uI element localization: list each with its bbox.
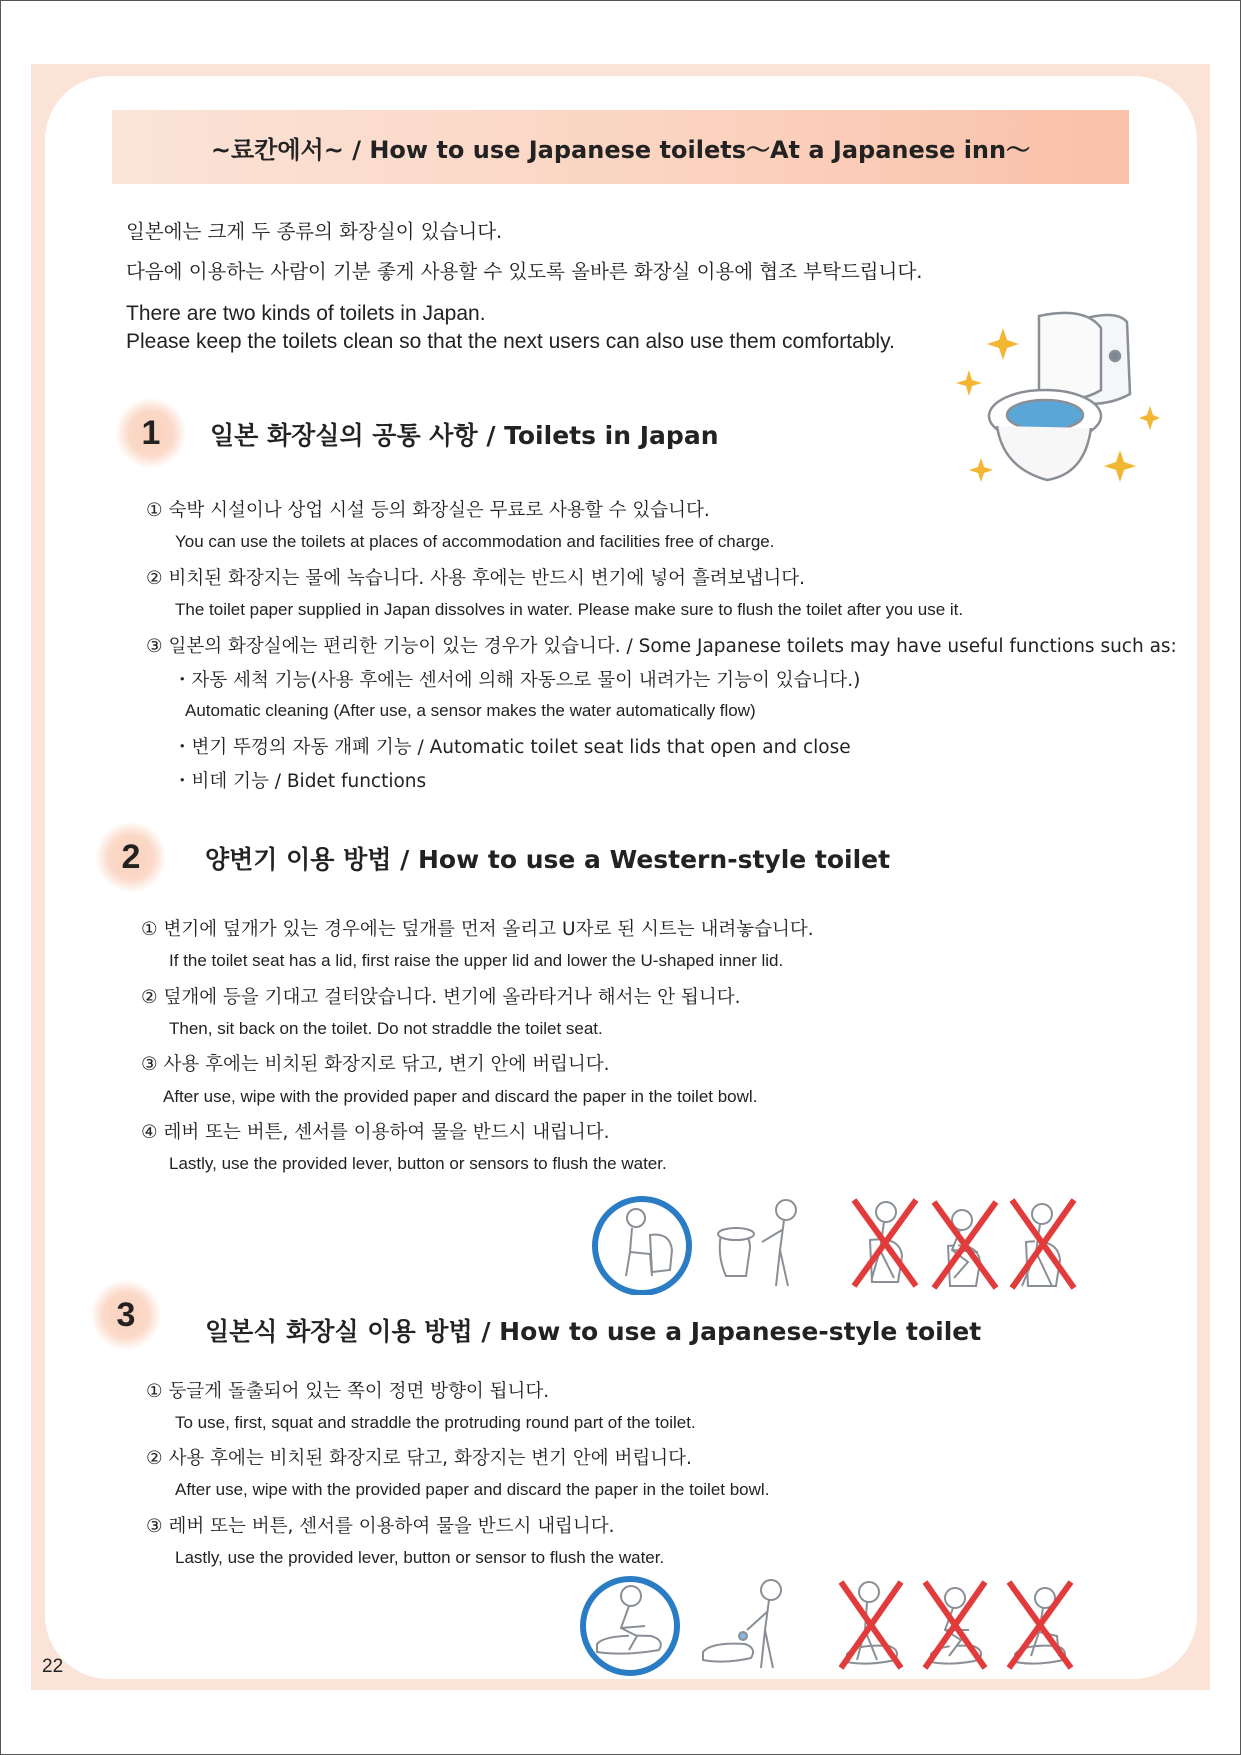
western-toilet-pictograms	[590, 1190, 1140, 1295]
intro-ko-line1: 일본에는 크게 두 종류의 화장실이 있습니다.	[126, 220, 503, 243]
page-number: 22	[42, 1656, 64, 1677]
rule-ko: ② 사용 후에는 비치된 화장지로 닦고, 화장지는 변기 안에 버립니다.	[146, 1448, 692, 1469]
function-item: ・비데 기능 / Bidet functions	[173, 771, 427, 792]
correct-squatting-icon	[583, 1579, 677, 1673]
section-title: 일본식 화장실 이용 방법 / How to use a Japanese-style toilet	[205, 1317, 982, 1346]
rule-ko: ③ 사용 후에는 비치된 화장지로 닦고, 변기 안에 버립니다.	[141, 1054, 610, 1075]
intro-en-line2: Please keep the toilets clean so that the next users can also use them comfortably.	[126, 330, 895, 353]
intro-en-line1: There are two kinds of toilets in Japan.	[126, 302, 486, 325]
title-banner	[112, 110, 1129, 184]
prohibited-straddling-icon	[1012, 1200, 1074, 1288]
rule-ko: ① 둥글게 돌출되어 있는 쪽이 정면 방향이 됩니다.	[146, 1381, 550, 1402]
section-number-badge: 3	[91, 1280, 161, 1350]
rule-ko: ② 비치된 화장지는 물에 녹습니다. 사용 후에는 반드시 변기에 넣어 흘려보냅니다.	[146, 568, 806, 589]
rule-en: To use, first, squat and straddle the protruding round part of the toilet.	[175, 1413, 696, 1432]
toilet-icon	[989, 313, 1130, 480]
rule-ko: ① 숙박 시설이나 상업 시설 등의 화장실은 무료로 사용할 수 있습니다.	[146, 500, 710, 521]
prohibited-standing-japanese-icon	[841, 1582, 901, 1668]
rule-en: Lastly, use the provided lever, button or sensor to flush the water.	[175, 1548, 665, 1567]
function-item: Automatic cleaning (After use, a sensor makes the water automatically flow)	[185, 701, 756, 720]
intro-ko-line2: 다음에 이용하는 사람이 기분 좋게 사용할 수 있도록 올바른 화장실 이용에 협조 부탁드립니다.	[126, 260, 923, 283]
rule-ko: ④ 레버 또는 버튼, 센서를 이용하여 물을 반드시 내립니다.	[141, 1122, 610, 1143]
prohibited-standing-icon	[854, 1200, 916, 1286]
wiping-toilet-icon	[718, 1200, 796, 1286]
japanese-toilet-pictograms	[575, 1570, 1135, 1678]
rule-ko: ② 덮개에 등을 기대고 걸터앉습니다. 변기에 올라타거나 해서는 안 됩니다.	[141, 987, 741, 1008]
rule-en: The toilet paper supplied in Japan dissolves in water. Please make sure to flush the toilet after you use it.	[175, 600, 964, 619]
section-number-badge: 2	[96, 822, 166, 892]
prohibited-squatting-on-seat-icon	[934, 1202, 996, 1288]
rule-en: After use, wipe with the provided paper and discard the paper in the toilet bowl.	[163, 1087, 758, 1106]
prohibited-sitting-japanese-icon	[1009, 1582, 1071, 1668]
rule-ko: ③ 레버 또는 버튼, 센서를 이용하여 물을 반드시 내립니다.	[146, 1516, 615, 1537]
rule-en: Then, sit back on the toilet. Do not straddle the toilet seat.	[169, 1019, 603, 1038]
rule-en: Lastly, use the provided lever, button or sensors to flush the water.	[169, 1154, 667, 1173]
rule-en: If the toilet seat has a lid, first raise the upper lid and lower the U-shaped inner lid.	[169, 951, 784, 970]
rule-ko: ① 변기에 덮개가 있는 경우에는 덮개를 먼저 올리고 U자로 된 시트는 내려놓습니다.	[141, 919, 814, 940]
correct-sitting-icon	[595, 1199, 689, 1293]
rule-en: You can use the toilets at places of accommodation and facilities free of charge.	[175, 532, 775, 551]
rule-en: After use, wipe with the provided paper and discard the paper in the toilet bowl.	[175, 1480, 770, 1499]
western-toilet-illustration	[955, 298, 1160, 493]
section-title: 일본 화장실의 공통 사항 / Toilets in Japan	[210, 421, 719, 450]
function-item: ・변기 뚜껑의 자동 개폐 기능 / Automatic toilet seat lids that open and close	[173, 737, 851, 758]
section-title: 양변기 이용 방법 / How to use a Western-style toilet	[205, 845, 891, 874]
rule-ko: ③ 일본의 화장실에는 편리한 기능이 있는 경우가 있습니다. / Some Japanese toilets may have useful functions such as:	[146, 636, 1177, 657]
page-title: ~료칸에서~ / How to use Japanese toilets～At a Japanese inn～	[210, 135, 1031, 164]
function-item: ・자동 세척 기능(사용 후에는 센서에 의해 자동으로 물이 내려가는 기능이 있습니다.)	[173, 670, 861, 691]
section-number-badge: 1	[116, 398, 186, 468]
prohibited-wrong-direction-icon	[925, 1582, 985, 1668]
discarding-paper-icon	[703, 1580, 781, 1668]
